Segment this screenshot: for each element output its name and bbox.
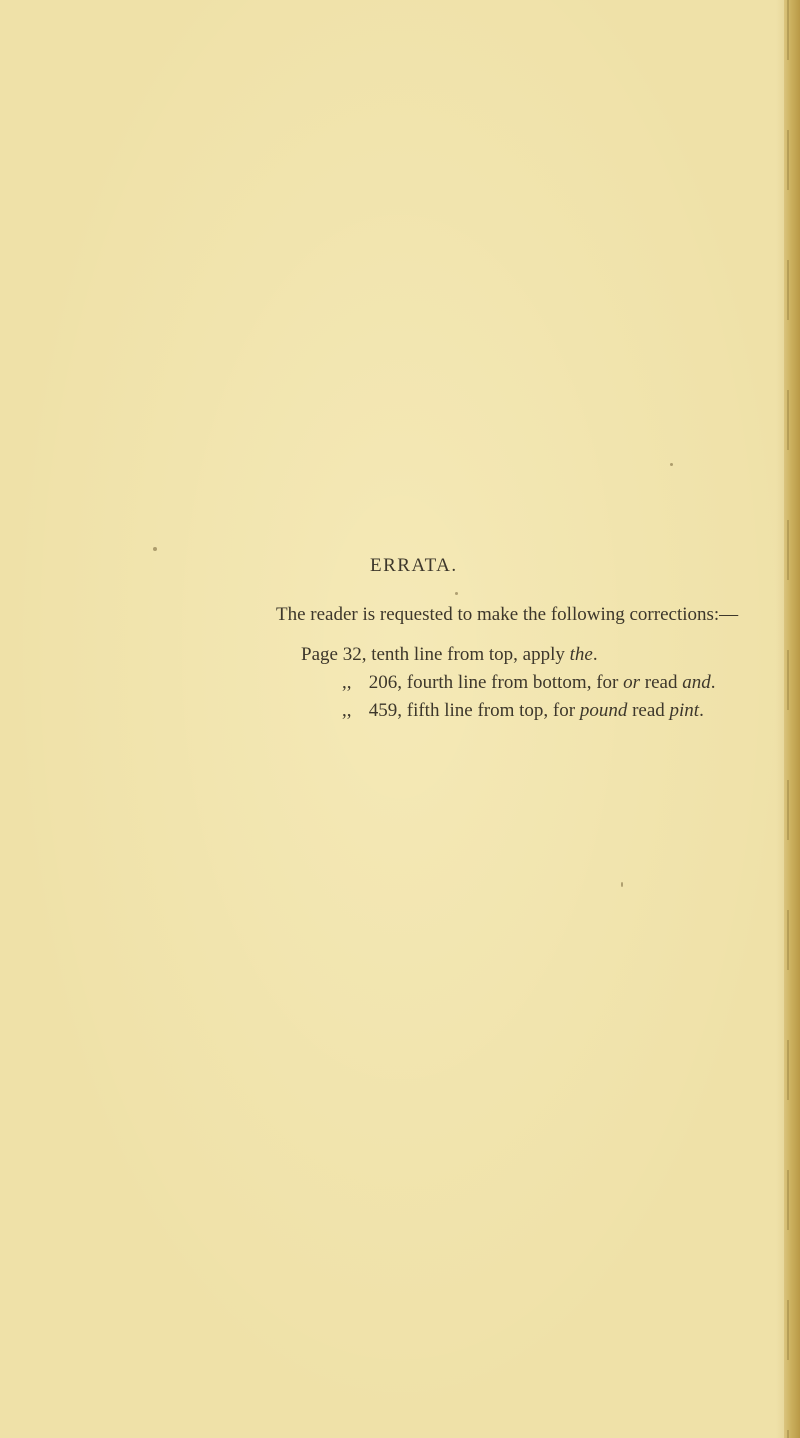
paper-speck: [621, 882, 623, 887]
entry-connector: read: [644, 672, 678, 693]
entry-wrong-word: pound: [579, 700, 628, 721]
entry-location: fourth line from bottom, for: [406, 672, 619, 693]
entry-end: .: [710, 672, 716, 693]
entry-end: .: [592, 644, 598, 665]
entry-page-number: 459: [368, 700, 398, 721]
errata-entry: ,, 206, fourth line from bottom, for or read and.: [342, 672, 716, 693]
paper-speck: [455, 592, 458, 595]
paper-speck: [153, 547, 157, 551]
entry-wrong-word: or: [623, 672, 641, 693]
entry-location: tenth line from top, apply: [371, 644, 565, 665]
errata-intro: The reader is requested to make the following corrections:—: [276, 604, 739, 625]
entry-page-number: 32: [342, 644, 362, 665]
paper-speck: [670, 463, 673, 466]
entry-page-number: 206: [368, 672, 398, 693]
errata-entry: Page 32, tenth line from top, apply the.: [301, 644, 598, 665]
entry-end: .: [699, 700, 704, 721]
entry-correct-word: pint: [669, 700, 700, 721]
entry-location: fifth line from top, for: [406, 700, 576, 721]
errata-entry: ,, 459, fifth line from top, for pound read pint.: [342, 700, 704, 721]
entry-correct-word: the: [569, 644, 593, 665]
entry-lead: Page: [301, 644, 338, 665]
errata-title: ERRATA.: [370, 555, 458, 576]
entry-correct-word: and: [682, 672, 711, 693]
entry-lead: ,,: [342, 672, 352, 693]
entry-connector: read: [632, 700, 665, 721]
entry-lead: ,,: [342, 700, 352, 721]
